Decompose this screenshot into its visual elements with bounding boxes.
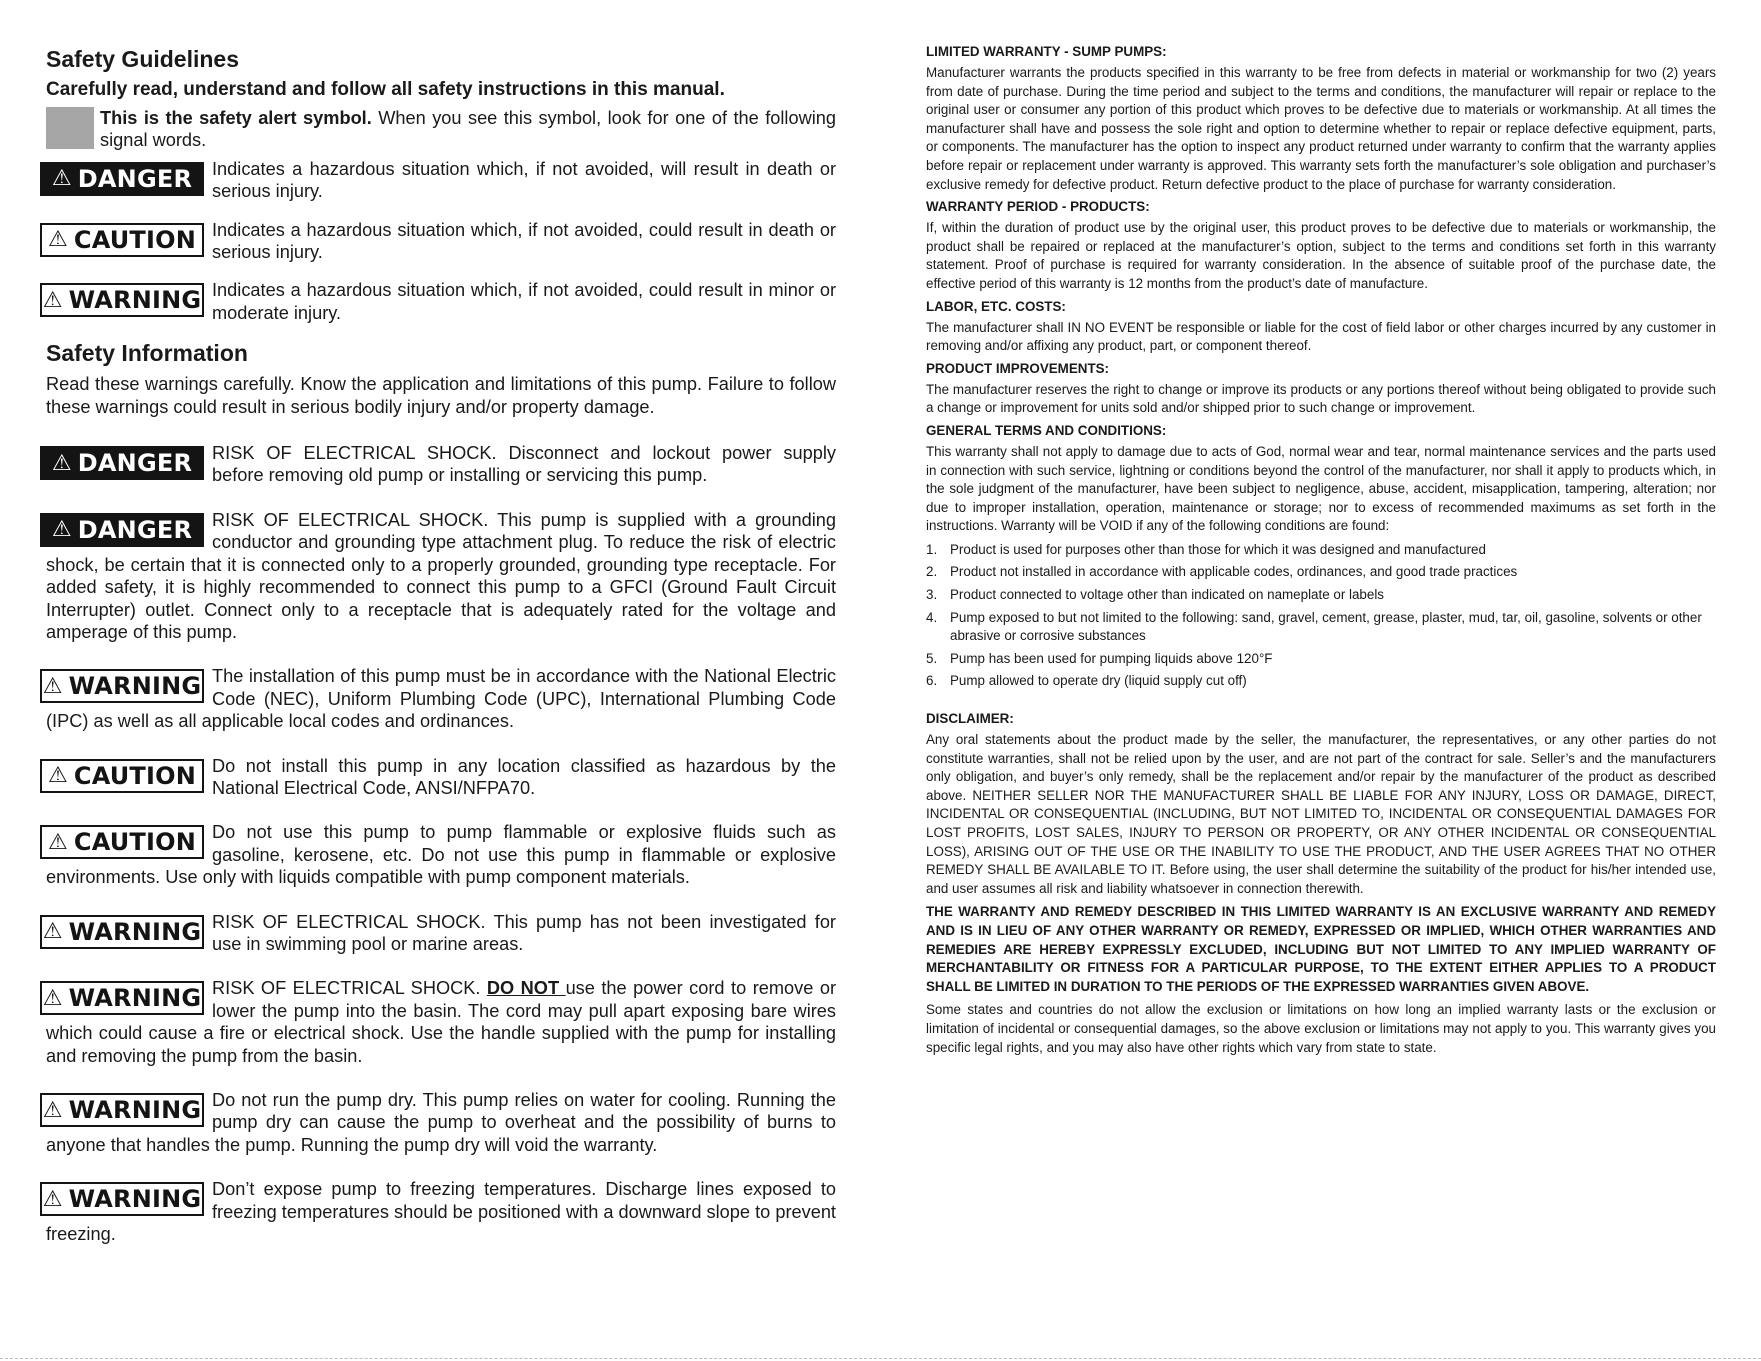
safety-column — [42, 40, 836, 1267]
warranty-period-heading: WARRANTY PERIOD - PRODUCTS: — [926, 199, 1150, 215]
alert-symbol-text — [100, 107, 836, 152]
warning-text: Do not run the pump dry. This pump relies on water for cooling. Running the pump dry can cause the pump to overheat and the possibility of burns to anyone that handles the pump. Running the pump dry will void the warranty. — [46, 1090, 836, 1155]
product-improvements-text: The manufacturer reserves the right to change or improve its products or any portions thereof without being obligated to provide such a change or improvement for units sold and/or shipped prior to such change or improvement. — [926, 381, 1716, 416]
warning-text: RISK OF ELECTRICAL SHOCK. This pump is supplied with a grounding conductor and grounding type attachment plug. To reduce the risk of electric shock, be certain that it is connected only to a properly grounded, grounding type receptacle. For added safety, it is highly recommended to connect this pump to a GFCI (Ground Fault Circuit Interrupter) outlet. Connect only to a receptacle that is adequately rated for the voltage and amperage of this pump. — [46, 509, 836, 642]
labor-costs-heading: LABOR, ETC. COSTS: — [926, 298, 1066, 314]
danger-badge: ⚠ DANGER — [40, 513, 204, 547]
caution-badge: ⚠ CAUTION — [40, 223, 204, 257]
product-improvements-heading: PRODUCT IMPROVEMENTS: — [926, 360, 1110, 376]
warning-triangle-icon: ⚠ — [47, 227, 68, 253]
warning-triangle-icon: ⚠ — [42, 287, 63, 313]
safety-information-heading: Safety Information — [46, 340, 248, 367]
warning-badge: ⚠ WARNING — [40, 1093, 204, 1127]
warning-badge: ⚠ WARNING — [40, 283, 204, 317]
warning-item — [46, 509, 836, 643]
warranty-column — [926, 44, 1716, 1062]
safety-lead: Carefully read, understand and follow all safety instructions in this manual. — [46, 79, 725, 100]
warning-item — [42, 911, 836, 956]
alert-symbol-row — [46, 107, 836, 152]
danger-badge: ⚠ DANGER — [40, 162, 204, 196]
warning-item — [46, 755, 836, 800]
disclaimer-text: Any oral statements about the product made by the seller, the manufacturer, the representatives, or any other parties do not constitute warranties, shall not be relied upon by the user, and are not part of the contract for sale. Seller’s and the manufacturers only obligation, and buyer’s only remedy, shall be the replacement and/or repair by the manufacturer of the product as described above. NEITHER SELLER NOR THE MANUFACTURER SHALL BE LIABLE FOR ANY INJURY, LOSS OR DAMAGE, DIRECT, INCIDENTAL OR CONSEQUENTIAL (INCLUDING, BUT NOT LIMITED TO, INCIDENTAL OR CONSEQUENTIAL DAMAGES FOR LOST PROFITS, LOST SALES, INJURY TO PERSON OR PROPERTY, OR ANY OTHER INCIDENTAL OR CONSEQUENTIAL LOSS), ARISING OUT OF THE USE OR THE INABILITY TO USE THE PRODUCT, AND THE USER AGREES THAT NO OTHER REMEDY SHALL BE AVAILABLE TO IT. Before using, the user shall determine the suitability of the product for his/her intended use, and user assumes all risk and liability whatsoever in connection therewith. — [926, 732, 1716, 896]
warning-triangle-icon: ⚠ — [42, 919, 63, 945]
warning-triangle-icon: ⚠ — [42, 1097, 63, 1123]
warning-triangle-icon: ⚠ — [51, 166, 72, 192]
warning-text: RISK OF ELECTRICAL SHOCK. Disconnect and lockout power supply before removing old pump or installing or servicing this pump. — [212, 443, 836, 486]
warning-text: RISK OF ELECTRICAL SHOCK. DO NOT use the power cord to remove or lower the pump into the basin. The cord may pull apart exposing bare wires which could cause a fire or electrical shock. Use the handle supplied with the pump for installing and removing the pump from the basin. — [46, 978, 836, 1066]
warning-triangle-icon: ⚠ — [47, 829, 68, 855]
list-item: 6. Pump allowed to operate dry (liquid supply cut off) — [926, 673, 1247, 689]
safety-alert-symbol-icon — [46, 107, 94, 149]
disclaimer-heading: DISCLAIMER: — [926, 711, 1014, 727]
warning-item — [42, 665, 836, 732]
limited-warranty-text: Manufacturer warrants the products specified in this warranty to be free from defects in material or workmanship for two (2) years from date of purchase. During the time period and subject to the terms and conditions, the manufacturer will repair or replace to the original user or consumer any portion of this product which proves to be defective due to materials or workmanship. At all times the manufacturer shall have and possess the sole right and option to determine whether to repair or replace defective equipment, parts, or components. The manufacturer has the option to inspect any product returned under warranty to confirm that the warranty applies before repair or replacement under warranty is approved. This warranty sets forth the manufacturer’s sole obligation and purchaser’s exclusive remedy for defective product. Return defective product to the place of purchase for warranty consideration. — [926, 65, 1716, 192]
warning-item — [46, 821, 836, 888]
signal-warning — [42, 279, 836, 324]
list-item: 5. Pump has been used for pumping liquids above 120°F — [926, 650, 1273, 666]
warning-text: Do not use this pump to pump flammable or explosive fluids such as gasoline, kerosene, etc. Do not use this pump in flammable or explosive environments. Use only with liquids compatible with pump component materials. — [46, 822, 836, 888]
page-bottom-rule — [0, 1358, 1761, 1359]
warning-triangle-icon: ⚠ — [47, 763, 68, 789]
state-rights-text: Some states and countries do not allow the exclusion or limitations on how long an implied warranty lasts or the exclusion or limitation of incidental or consequential damages, so the above exclusion or limitations may not apply to you. This warranty gives you specific legal rights, and you may also have other rights which vary from state to state. — [926, 1002, 1716, 1055]
spacer — [926, 695, 1716, 711]
warning-badge: ⚠ WARNING — [40, 1182, 204, 1216]
warning-text: Do not install this pump in any location classified as hazardous by the National Electrical Code, ANSI/NFPA70. — [212, 755, 836, 798]
warning-triangle-icon: ⚠ — [51, 450, 72, 476]
warranty-period-text: If, within the duration of product use by the original user, this product proves to be defective due to materials or workmanship, the product shall be repaired or replaced at the manufacturer’s option, subject to the terms and conditions set forth in this warranty statement. Proof of purchase is required for warranty consideration. In the absence of suitable proof of the purchase date, the effective period of this warranty is 12 months from the product’s date of manufacture. — [926, 220, 1716, 291]
danger-badge: ⚠ DANGER — [40, 446, 204, 480]
warning-triangle-icon: ⚠ — [42, 1186, 63, 1212]
limited-warranty-heading: LIMITED WARRANTY - SUMP PUMPS: — [926, 44, 1167, 59]
warning-badge: ⚠ WARNING — [40, 981, 204, 1015]
caution-badge: ⚠ CAUTION — [40, 759, 204, 793]
alert-symbol-rest: When you see this symbol, look for one of the following signal words. — [100, 108, 836, 151]
signal-caution — [46, 219, 836, 264]
signal-danger — [46, 158, 836, 203]
signal-text: Indicates a hazardous situation which, if not avoided, could result in death or serious injury. — [212, 219, 836, 263]
exclusive-warranty-text: THE WARRANTY AND REMEDY DESCRIBED IN THIS LIMITED WARRANTY IS AN EXCLUSIVE WARRANTY AND REMEDY AND IS IN LIEU OF ANY OTHER WARRANTY OR REMEDY, EXPRESSED OR IMPLIED, WHICH OTHER WARRANTIES AND REMEDIES ARE HEREBY EXPRESSLY EXCLUDED, INCLUDING BUT NOT LIMITED TO ANY IMPLIED WARRANTY OF MERCHANTABILITY OR FITNESS FOR A PARTICULAR PURPOSE, TO THE EXTENT EITHER APPLIES TO A PRODUCT SHALL BE LIMITED IN DURATION TO THE PERIODS OF THE EXPRESSED WARRANTIES GIVEN ABOVE. — [926, 904, 1716, 994]
warning-item — [42, 1178, 836, 1245]
alert-symbol-bold: This is the safety alert symbol. — [100, 108, 372, 128]
void-conditions-list — [926, 541, 1716, 691]
labor-costs-text: The manufacturer shall IN NO EVENT be responsible or liable for the cost of field labor or other charges incurred by any customer in removing and/or affixing any product, part, or component thereof. — [926, 319, 1716, 354]
warning-text: The installation of this pump must be in accordance with the National Electric Code (NEC), Uniform Plumbing Code (UPC), International Plumbing Code (IPC) as well as all applicable local codes and ordinances. — [46, 666, 836, 732]
safety-information-text: Read these warnings carefully. Know the application and limitations of this pump. Failure to follow these warnings could result in serious bodily injury and/or property damage. — [46, 374, 836, 417]
warning-item — [42, 1089, 836, 1156]
caution-badge: ⚠ CAUTION — [40, 825, 204, 859]
signal-text: Indicates a hazardous situation which, if not avoided, could result in minor or moderate injury. — [212, 280, 836, 323]
list-item: 3. Product connected to voltage other than indicated on nameplate or labels — [926, 587, 1384, 603]
warning-text: Don’t expose pump to freezing temperatures. Discharge lines exposed to freezing temperatures should be positioned with a downward slope to prevent freezing. — [46, 1179, 836, 1245]
list-item: 1. Product is used for purposes other than those for which it was designed and manufactured — [926, 541, 1486, 557]
warning-triangle-icon: ⚠ — [51, 517, 72, 543]
warning-badge: ⚠ WARNING — [40, 669, 204, 703]
general-terms-text: This warranty shall not apply to damage due to acts of God, normal wear and tear, normal maintenance services and the parts used in connection with such service, lightning or conditions beyond the control of the manufacturer, nor shall it apply to products which, in the sole judgment of the manufacturer, have been subject to negligence, abuse, accident, misapplication, tampering, alteration; nor due to improper installation, operation, maintenance or storage; nor to excess of recommended maximums as set forth in the instructions. Warranty will be VOID if any of the following conditions are found: — [926, 443, 1716, 534]
signal-text: Indicates a hazardous situation which, if not avoided, will result in death or serious injury. — [212, 158, 836, 202]
warning-text: RISK OF ELECTRICAL SHOCK. This pump has not been investigated for use in swimming pool or marine areas. — [212, 911, 836, 954]
list-item: 2. Product not installed in accordance with applicable codes, ordinances, and good trade practices — [926, 564, 1518, 580]
warning-item — [46, 442, 836, 487]
warning-item — [42, 977, 836, 1067]
safety-guidelines-heading: Safety Guidelines — [46, 46, 240, 72]
general-terms-heading: GENERAL TERMS AND CONDITIONS: — [926, 422, 1167, 438]
warning-triangle-icon: ⚠ — [42, 985, 63, 1011]
list-item: 4. Pump exposed to but not limited to the following: sand, gravel, cement, grease, plaster, mud, tar, oil, gasoline, solvents or other abrasive or corrosive substances — [926, 609, 1702, 644]
warning-triangle-icon: ⚠ — [42, 673, 63, 699]
warning-badge: ⚠ WARNING — [40, 915, 204, 949]
